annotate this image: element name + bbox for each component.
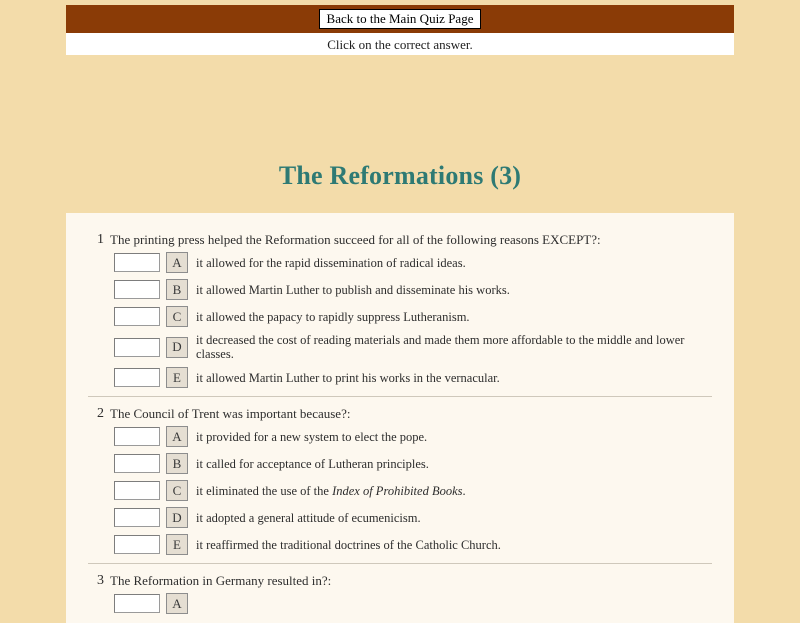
answer-letter-button[interactable]: A xyxy=(166,426,188,447)
back-to-main-quiz-page-button[interactable]: Back to the Main Quiz Page xyxy=(319,9,482,29)
question-text: The Reformation in Germany resulted in?: xyxy=(110,573,332,588)
answer-list xyxy=(114,593,712,614)
quiz-body xyxy=(66,213,734,623)
answer-row[interactable] xyxy=(114,534,712,555)
answer-row[interactable] xyxy=(114,252,712,273)
answer-row[interactable] xyxy=(114,480,712,501)
answer-letter-button[interactable]: C xyxy=(166,306,188,327)
question-text: The Council of Trent was important because?: xyxy=(110,406,351,421)
answer-row[interactable] xyxy=(114,367,712,388)
question-block xyxy=(66,397,734,555)
answer-input-box[interactable] xyxy=(114,368,160,387)
instruction-text: Click on the correct answer. xyxy=(327,36,473,52)
answer-input-box[interactable] xyxy=(114,508,160,527)
answer-letter-button[interactable]: C xyxy=(166,480,188,501)
answer-row[interactable] xyxy=(114,453,712,474)
answer-input-box[interactable] xyxy=(114,481,160,500)
answer-row[interactable] xyxy=(114,593,712,614)
answer-text: it allowed for the rapid dissemination of radical ideas. xyxy=(196,255,466,270)
answer-letter-button[interactable]: E xyxy=(166,534,188,555)
answer-text: it provided for a new system to elect the pope. xyxy=(196,429,428,444)
answer-text: it allowed Martin Luther to print his works in the vernacular. xyxy=(196,370,500,385)
answer-letter-button[interactable]: D xyxy=(166,507,188,528)
answer-letter-button[interactable]: D xyxy=(166,337,188,358)
question-text: The printing press helped the Reformation succeed for all of the following reasons EXCEPT?: xyxy=(110,232,601,247)
answer-row[interactable] xyxy=(114,333,712,361)
question-heading xyxy=(88,232,712,248)
question-heading xyxy=(88,406,712,422)
answer-input-box[interactable] xyxy=(114,307,160,326)
answer-list xyxy=(114,426,712,555)
answer-row[interactable] xyxy=(114,306,712,327)
page-title: The Reformations (3) xyxy=(278,161,522,190)
question-heading xyxy=(88,573,712,589)
answer-row[interactable] xyxy=(114,507,712,528)
answer-text: it allowed Martin Luther to publish and disseminate his works. xyxy=(196,282,510,297)
answer-text: it eliminated the use of the Index of Prohibited Books. xyxy=(196,483,466,498)
answer-text: it decreased the cost of reading materials and made them more affordable to the middle and lower classes. xyxy=(196,333,685,361)
answer-letter-button[interactable]: B xyxy=(166,279,188,300)
answer-input-box[interactable] xyxy=(114,280,160,299)
answer-row[interactable] xyxy=(114,279,712,300)
question-number: 3 xyxy=(97,573,104,588)
answer-letter-button[interactable]: E xyxy=(166,367,188,388)
answer-letter-button[interactable]: A xyxy=(166,593,188,614)
answer-input-box[interactable] xyxy=(114,535,160,554)
answer-input-box[interactable] xyxy=(114,253,160,272)
answer-input-box[interactable] xyxy=(114,338,160,357)
question-number: 1 xyxy=(97,232,104,247)
answer-text: it allowed the papacy to rapidly suppress Lutheranism. xyxy=(196,309,470,324)
question-block xyxy=(66,223,734,388)
answer-text: it adopted a general attitude of ecumenicism. xyxy=(196,510,421,525)
answer-input-box[interactable] xyxy=(114,594,160,613)
question-number: 2 xyxy=(97,406,104,421)
instruction-bar xyxy=(66,33,734,56)
answer-list xyxy=(114,252,712,388)
answer-text: it called for acceptance of Lutheran principles. xyxy=(196,456,429,471)
answer-row[interactable] xyxy=(114,426,712,447)
answer-letter-button[interactable]: A xyxy=(166,252,188,273)
answer-input-box[interactable] xyxy=(114,454,160,473)
top-navigation-bar xyxy=(66,5,734,33)
answer-input-box[interactable] xyxy=(114,427,160,446)
question-block xyxy=(66,564,734,614)
answer-letter-button[interactable]: B xyxy=(166,453,188,474)
answer-text: it reaffirmed the traditional doctrines of the Catholic Church. xyxy=(196,537,501,552)
